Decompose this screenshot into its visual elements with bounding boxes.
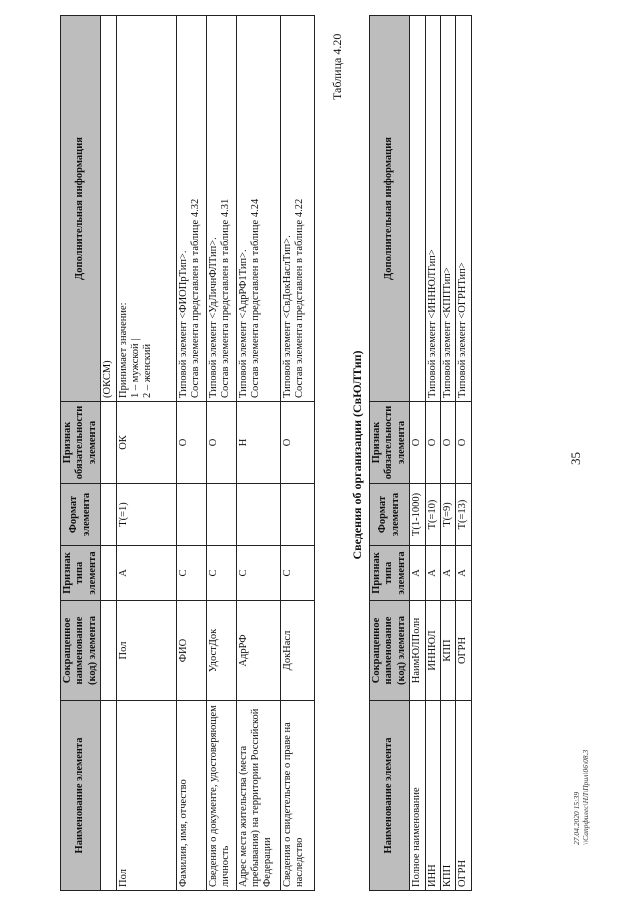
- cell-format: Т(1-1000): [410, 484, 425, 546]
- table-title: Сведения об организации (СвЮЛТип): [350, 350, 364, 560]
- cell-name: КПП: [440, 701, 455, 891]
- cell-info: Типовой элемент <ИННЮЛТип>: [425, 16, 440, 402]
- organization-table: [369, 15, 472, 891]
- cell-required: О: [410, 402, 425, 484]
- cell-type: А: [440, 546, 455, 601]
- cell-type: А: [116, 546, 176, 601]
- header-required: Признак обязательности элемента: [370, 402, 410, 484]
- header-type: Признак типа элемента: [61, 546, 101, 601]
- info-line: Состав элемента представлен в таблице 4.24: [249, 198, 261, 398]
- cell-type: С: [280, 546, 314, 601]
- cell-type: А: [425, 546, 440, 601]
- cell-code: НаимЮЛПолн: [410, 601, 425, 701]
- table-row: [206, 16, 236, 891]
- cell-format: [101, 484, 116, 546]
- cell-required: О: [425, 402, 440, 484]
- cell-format: Т(=13): [456, 484, 471, 546]
- file-stamp: [572, 750, 590, 845]
- table-header-row: [370, 16, 410, 891]
- info-line: Состав элемента представлен в таблице 4.32: [189, 198, 201, 398]
- cell-code: ОГРН: [456, 601, 471, 701]
- info-line: (ОКСМ): [102, 360, 114, 398]
- header-name: Наименование элемента: [370, 701, 410, 891]
- header-info: Дополнительная информация: [61, 16, 101, 402]
- cell-info: Типовой элемент <ОГРНТип>: [456, 16, 471, 402]
- cell-code: УдостДок: [206, 601, 236, 701]
- cell-name: Фамилия, имя, отчество: [176, 701, 206, 891]
- cell-info: Типовой элемент <КППТип>: [440, 16, 455, 402]
- cell-name: ИНН: [425, 701, 440, 891]
- cell-format: [280, 484, 314, 546]
- cell-name: Сведения о свидетельстве о праве на наследство: [280, 701, 314, 891]
- stamp-date: 27.04.2020 15:39: [572, 791, 581, 845]
- page-number: 35: [568, 452, 583, 465]
- table-number: Таблица 4.20: [330, 33, 344, 100]
- info-line: 1 – мужской |: [129, 338, 141, 398]
- cell-info: [206, 16, 236, 402]
- cell-format: [206, 484, 236, 546]
- cell-type: [101, 546, 116, 601]
- info-line: Типовой элемент <АдрРФ1Тип>.: [237, 249, 249, 398]
- cell-code: ИННЮЛ: [425, 601, 440, 701]
- cell-format: [236, 484, 280, 546]
- cell-name: Пол: [116, 701, 176, 891]
- cell-code: [101, 601, 116, 701]
- cell-format: Т(=9): [440, 484, 455, 546]
- table-row: [101, 16, 116, 891]
- elements-table: [60, 15, 315, 891]
- info-line: Состав элемента представлен в таблице 4.31: [219, 198, 231, 398]
- header-code: Сокращенное наименование (код) элемента: [370, 601, 410, 701]
- cell-required: [101, 402, 116, 484]
- cell-name: ОГРН: [456, 701, 471, 891]
- table-row: [456, 16, 471, 891]
- cell-required: О: [280, 402, 314, 484]
- cell-info: [236, 16, 280, 402]
- header-info: Дополнительная информация: [370, 16, 410, 402]
- cell-info: [410, 16, 425, 402]
- cell-format: Т(=10): [425, 484, 440, 546]
- cell-name: [101, 701, 116, 891]
- header-code: Сокращенное наименование (код) элемента: [61, 601, 101, 701]
- cell-code: КПП: [440, 601, 455, 701]
- cell-info: [116, 16, 176, 402]
- info-line: 2 – женский: [142, 343, 154, 398]
- table-row: [280, 16, 314, 891]
- cell-code: ФИО: [176, 601, 206, 701]
- info-line: Состав элемента представлен в таблице 4.22: [293, 198, 305, 398]
- table-row: [425, 16, 440, 891]
- cell-info: [280, 16, 314, 402]
- cell-type: С: [236, 546, 280, 601]
- cell-required: О: [206, 402, 236, 484]
- header-type: Признак типа элемента: [370, 546, 410, 601]
- cell-info: [101, 16, 116, 402]
- table-row: [236, 16, 280, 891]
- cell-required: О: [456, 402, 471, 484]
- cell-type: А: [410, 546, 425, 601]
- cell-required: ОК: [116, 402, 176, 484]
- info-line: Типовой элемент <УдЛичнФЛТип>.: [207, 237, 219, 398]
- header-required: Признак обязательности элемента: [61, 402, 101, 484]
- info-line: Принимает значение:: [117, 302, 129, 398]
- cell-type: С: [176, 546, 206, 601]
- header-format: Формат элемента: [61, 484, 101, 546]
- info-line: Типовой элемент <ФИОПрТип>.: [177, 250, 189, 398]
- table-row: [410, 16, 425, 891]
- cell-required: Н: [236, 402, 280, 484]
- cell-type: А: [456, 546, 471, 601]
- cell-name: Сведения о документе, удостоверяющем личность: [206, 701, 236, 891]
- table-row: [440, 16, 455, 891]
- cell-format: [176, 484, 206, 546]
- cell-required: О: [440, 402, 455, 484]
- table-header-row: [61, 16, 101, 891]
- cell-name: Адрес места жительства (места пребывания) на территории Российской Федерации: [236, 701, 280, 891]
- table-row: [176, 16, 206, 891]
- header-format: Формат элемента: [370, 484, 410, 546]
- info-line: Типовой элемент <СвДокНаслТип>.: [281, 235, 293, 398]
- stamp-path: \\Сапрфилес\НЛ\Прил\06\08.3: [581, 749, 590, 845]
- header-name: Наименование элемента: [61, 701, 101, 891]
- table-row: [116, 16, 176, 891]
- cell-required: О: [176, 402, 206, 484]
- cell-code: АдрРФ: [236, 601, 280, 701]
- cell-code: ДокНасл: [280, 601, 314, 701]
- cell-format: Т(=1): [116, 484, 176, 546]
- cell-info: [176, 16, 206, 402]
- cell-name: Полное наименование: [410, 701, 425, 891]
- cell-code: Пол: [116, 601, 176, 701]
- cell-type: С: [206, 546, 236, 601]
